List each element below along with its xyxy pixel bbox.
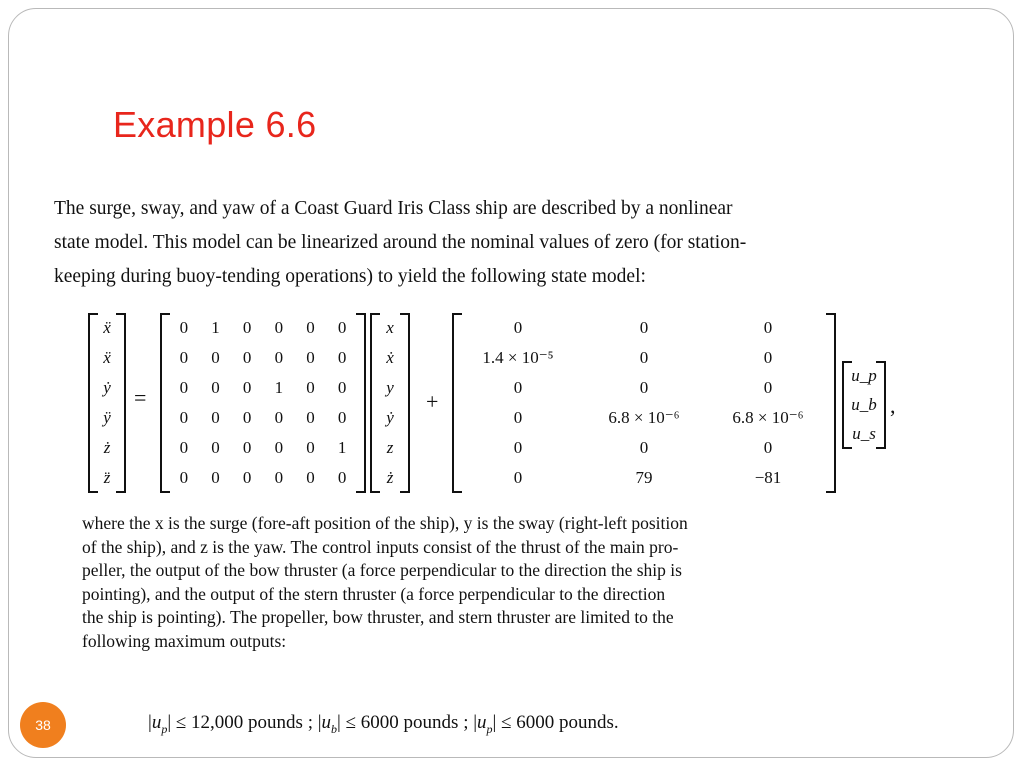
a-matrix-entry: 0 — [306, 408, 315, 427]
a-matrix-entry: 0 — [211, 408, 220, 427]
state-entry: x — [386, 318, 394, 337]
a-matrix-entry: 0 — [242, 468, 252, 487]
b-matrix-entry: 1.4 × 10⁻⁵ — [482, 348, 554, 367]
state-equation — [80, 305, 940, 500]
a-matrix-entry: 0 — [211, 438, 220, 457]
page-number-badge: 38 — [20, 702, 66, 748]
a-matrix-entry: 0 — [179, 318, 189, 337]
a-matrix-entry: 0 — [274, 408, 284, 427]
b-matrix-entry: 0 — [763, 438, 773, 457]
a-matrix-entry: 0 — [306, 348, 315, 367]
b-matrix-entry: 0 — [513, 408, 523, 427]
state-entry: ẋ — [386, 348, 394, 367]
a-matrix-entry: 1 — [337, 438, 347, 457]
a-matrix-entry: 0 — [242, 318, 252, 337]
b-matrix-entry: 0 — [763, 318, 773, 337]
a-matrix-entry: 0 — [179, 348, 189, 367]
intro-paragraph — [54, 192, 964, 294]
b-matrix-entry: 0 — [513, 378, 523, 397]
a-matrix-entry: 0 — [211, 348, 220, 367]
a-matrix-entry: 0 — [306, 318, 315, 337]
b-matrix-entry: 0 — [639, 378, 649, 397]
a-matrix-entry: 0 — [337, 318, 347, 337]
a-matrix — [160, 313, 366, 493]
b-matrix-entry: 0 — [639, 438, 649, 457]
a-matrix-entry: 0 — [242, 408, 252, 427]
b-matrix-entry: 0 — [513, 318, 523, 337]
b-matrix-entry: −81 — [754, 468, 782, 487]
a-matrix-entry: 0 — [274, 468, 284, 487]
intro-line: keeping during buoy-tending operations) to yield the following state model: — [54, 266, 646, 287]
lhs-entry: ÿ — [103, 408, 111, 427]
a-matrix-entry: 0 — [337, 378, 347, 397]
b-matrix-entry: 0 — [763, 348, 773, 367]
explanation-line: peller, the output of the bow thruster (a force perpendicular to the direction the ship is — [82, 560, 682, 580]
explanation-line: pointing), and the output of the stern thruster (a force perpendicular to the direction — [82, 583, 666, 604]
limits-end: . — [613, 712, 619, 733]
explanation-paragraph — [82, 512, 904, 653]
limit-separator: ; — [458, 712, 474, 733]
a-matrix-entry: 0 — [337, 348, 347, 367]
a-matrix-entry: 0 — [242, 438, 252, 457]
a-matrix-entry: 1 — [274, 378, 284, 397]
state-vector — [370, 313, 410, 493]
b-matrix — [452, 313, 836, 493]
b-matrix-entry: 79 — [635, 468, 653, 487]
explanation-line: following maximum outputs: — [82, 630, 287, 651]
explanation-line: of the ship), and z is the yaw. The control inputs consist of the thrust of the main pro- — [82, 536, 679, 557]
lhs-vector — [88, 313, 126, 493]
a-matrix-entry: 0 — [179, 468, 189, 487]
a-matrix-entry: 0 — [337, 468, 347, 487]
explanation-line: where the x is the surge (fore-aft position of the ship), y is the sway (right-left position — [82, 513, 688, 533]
a-matrix-entry: 0 — [242, 378, 252, 397]
a-matrix-entry: 0 — [179, 378, 189, 397]
a-matrix-entry: 0 — [274, 318, 284, 337]
explanation-line: the ship is pointing). The propeller, bow thruster, and stern thruster are limited to the — [82, 607, 674, 627]
a-matrix-entry: 0 — [274, 348, 284, 367]
a-matrix-entry: 0 — [306, 438, 315, 457]
a-matrix-entry: 0 — [306, 468, 315, 487]
state-entry: ż — [386, 468, 394, 487]
a-matrix-entry: 0 — [211, 468, 220, 487]
b-matrix-entry: 6.8 × 10⁻⁶ — [608, 408, 680, 427]
limit-separator: ; — [302, 712, 318, 733]
limit-expression: $|u_p| \le 12,000$ pounds — [148, 712, 303, 736]
equals-sign: = — [134, 385, 147, 410]
b-matrix-entry: 0 — [639, 348, 649, 367]
a-matrix-entry: 0 — [179, 408, 189, 427]
limit-expression: $|u_b| \le 6000$ pounds — [317, 712, 459, 736]
lhs-entry: ẍ — [103, 318, 111, 337]
b-matrix-entry: 0 — [639, 318, 649, 337]
lhs-entry: ẏ — [103, 378, 111, 397]
lhs-entry: ẍ — [103, 348, 111, 367]
a-matrix-entry: 0 — [211, 378, 220, 397]
intro-line: The surge, sway, and yaw of a Coast Guard Iris Class ship are described by a nonlinear — [54, 198, 733, 219]
a-matrix-entry: 0 — [337, 408, 347, 427]
lhs-entry: z̈ — [103, 468, 111, 487]
equation-comma: , — [890, 393, 896, 418]
lhs-entry: ż — [103, 438, 111, 457]
input-entry: u_s — [852, 424, 876, 444]
input-entry: u_p — [851, 365, 877, 385]
input-vector — [842, 361, 886, 449]
b-matrix-entry: 0 — [763, 378, 773, 397]
a-matrix-entry: 0 — [242, 348, 252, 367]
slide-title: Example 6.6 — [113, 104, 317, 145]
b-matrix-entry: 0 — [513, 468, 523, 487]
b-matrix-entry: 6.8 × 10⁻⁶ — [732, 408, 804, 427]
a-matrix-entry: 0 — [274, 438, 284, 457]
plus-sign: + — [426, 389, 439, 414]
state-entry: z — [386, 438, 394, 457]
limit-expression: $|u_p| \le 6000$ pounds — [473, 712, 614, 736]
input-entry: u_b — [851, 394, 877, 414]
a-matrix-entry: 1 — [211, 318, 220, 337]
state-entry: y — [386, 378, 394, 397]
a-matrix-entry: 0 — [306, 378, 315, 397]
state-entry: ẏ — [386, 408, 394, 427]
a-matrix-entry: 0 — [179, 438, 189, 457]
output-limits — [148, 712, 619, 737]
b-matrix-entry: 0 — [513, 438, 523, 457]
intro-line: state model. This model can be linearized around the nominal values of zero (for station- — [54, 232, 747, 253]
